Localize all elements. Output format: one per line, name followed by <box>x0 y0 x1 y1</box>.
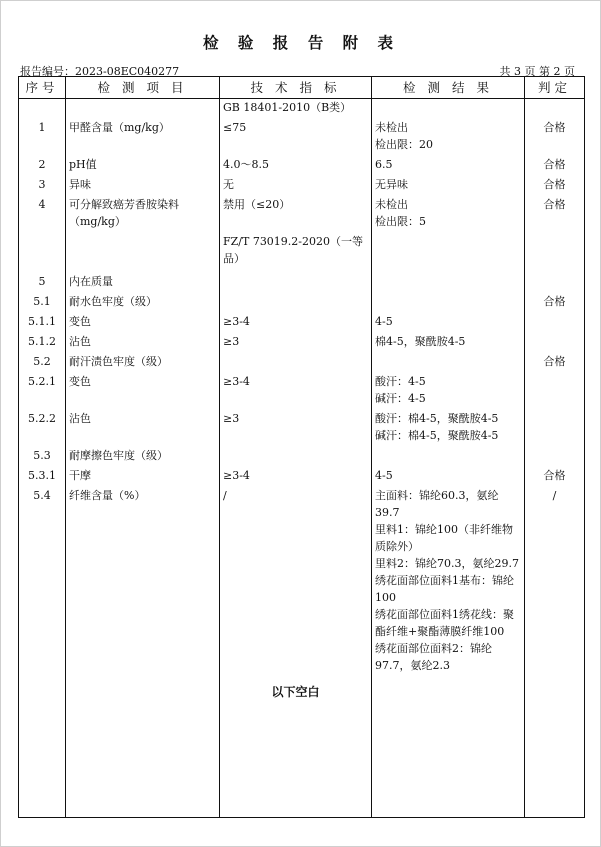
filler-cell <box>525 674 585 818</box>
row-result <box>372 350 525 370</box>
row-serial: 5 <box>19 267 66 290</box>
row-result <box>372 290 525 310</box>
table-row <box>19 407 585 444</box>
row-verdict: 合格 <box>525 193 585 230</box>
row-serial: 5.1 <box>19 290 66 310</box>
row-spec <box>220 444 372 464</box>
row-verdict <box>525 330 585 350</box>
row-serial <box>19 99 66 117</box>
blank-below-note: 以下空白 <box>271 685 320 699</box>
row-item <box>66 230 220 267</box>
row-item: 干摩 <box>66 464 220 484</box>
row-result: 4-5 <box>372 464 525 484</box>
header-result: 检 测 结 果 <box>372 77 525 99</box>
header-verdict: 判定 <box>525 77 585 99</box>
header-item: 检 测 项 目 <box>66 77 220 99</box>
row-serial: 5.1.2 <box>19 330 66 350</box>
row-item: 异味 <box>66 173 220 193</box>
row-spec: ≥3-4 <box>220 464 372 484</box>
header-serial: 序号 <box>19 77 66 99</box>
report-number: 报告编号：2023-08EC040277 <box>20 65 180 78</box>
row-item: 耐水色牢度（级） <box>66 290 220 310</box>
row-item: 耐摩擦色牢度（级） <box>66 444 220 464</box>
row-item: 变色 <box>66 310 220 330</box>
row-verdict: / <box>525 484 585 674</box>
row-spec: ≥3 <box>220 407 372 444</box>
row-item: 沾色 <box>66 330 220 350</box>
row-result: 酸汗：4-5 碱汗：4-5 <box>372 370 525 407</box>
row-result <box>372 444 525 464</box>
table-row <box>19 330 585 350</box>
row-verdict: 合格 <box>525 290 585 310</box>
row-spec: 4.0～8.5 <box>220 153 372 173</box>
header-spec: 技 术 指 标 <box>220 77 372 99</box>
table-filler-row <box>19 674 585 818</box>
filler-cell <box>66 674 220 818</box>
table-header-row <box>19 77 585 99</box>
row-spec: ≥3-4 <box>220 370 372 407</box>
row-verdict: 合格 <box>525 350 585 370</box>
row-verdict: 合格 <box>525 464 585 484</box>
row-spec <box>220 290 372 310</box>
row-verdict: 合格 <box>525 116 585 153</box>
row-spec: / <box>220 484 372 674</box>
table-body <box>19 99 585 818</box>
report-table <box>18 76 585 818</box>
table-row <box>19 267 585 290</box>
filler-cell <box>19 674 66 818</box>
row-result: 棉4-5，聚酰胺4-5 <box>372 330 525 350</box>
row-serial: 3 <box>19 173 66 193</box>
row-spec <box>220 267 372 290</box>
filler-cell <box>372 674 525 818</box>
row-spec: GB 18401-2010（B类） <box>220 99 372 117</box>
row-serial: 1 <box>19 116 66 153</box>
table-row <box>19 464 585 484</box>
table-row <box>19 290 585 310</box>
page-title: 检 验 报 告 附 表 <box>203 34 400 52</box>
row-result: 无异味 <box>372 173 525 193</box>
row-item: 沾色 <box>66 407 220 444</box>
row-serial <box>19 230 66 267</box>
table-row <box>19 173 585 193</box>
row-verdict <box>525 310 585 330</box>
row-serial: 5.2 <box>19 350 66 370</box>
table-row <box>19 350 585 370</box>
row-serial: 5.4 <box>19 484 66 674</box>
row-spec: ≥3-4 <box>220 310 372 330</box>
table-row <box>19 484 585 674</box>
row-result: 酸汗：棉4-5，聚酰胺4-5 碱汗：棉4-5，聚酰胺4-5 <box>372 407 525 444</box>
row-serial: 4 <box>19 193 66 230</box>
row-item: 变色 <box>66 370 220 407</box>
row-result: 6.5 <box>372 153 525 173</box>
table-row <box>19 193 585 230</box>
row-verdict <box>525 407 585 444</box>
table-row <box>19 153 585 173</box>
table-row <box>19 310 585 330</box>
row-verdict <box>525 444 585 464</box>
row-spec: 禁用（≤20） <box>220 193 372 230</box>
row-verdict <box>525 267 585 290</box>
row-result <box>372 267 525 290</box>
row-item: 耐汗渍色牢度（级） <box>66 350 220 370</box>
filler-cell <box>220 674 372 818</box>
table-row <box>19 99 585 117</box>
row-serial: 5.1.1 <box>19 310 66 330</box>
table-row <box>19 116 585 153</box>
row-item: 纤维含量（%） <box>66 484 220 674</box>
row-result: 未检出 检出限：5 <box>372 193 525 230</box>
table-row <box>19 230 585 267</box>
row-spec: ≤75 <box>220 116 372 153</box>
row-item: 内在质量 <box>66 267 220 290</box>
row-serial: 2 <box>19 153 66 173</box>
row-result: 未检出 检出限：20 <box>372 116 525 153</box>
row-result <box>372 230 525 267</box>
row-verdict: 合格 <box>525 173 585 193</box>
row-verdict <box>525 370 585 407</box>
row-result: 主面料：锦纶60.3，氨纶39.7 里料1：锦纶100（非纤维物质除外） 里料2：锦纶70.3，氨纶29.7 绣花面部位面料1基布：锦纶100 绣花面部位面料1绣花线：聚酯纤维+聚酯薄膜纤维100 绣花面部位面料2：锦纶97.7，氨纶2.3 <box>372 484 525 674</box>
row-item <box>66 99 220 117</box>
table-row <box>19 444 585 464</box>
row-verdict <box>525 230 585 267</box>
row-spec: ≥3 <box>220 330 372 350</box>
row-verdict <box>525 99 585 117</box>
row-item: 甲醛含量（mg/kg） <box>66 116 220 153</box>
row-verdict: 合格 <box>525 153 585 173</box>
row-item: 可分解致癌芳香胺染料（mg/kg） <box>66 193 220 230</box>
row-serial: 5.3 <box>19 444 66 464</box>
row-serial: 5.2.1 <box>19 370 66 407</box>
row-serial: 5.3.1 <box>19 464 66 484</box>
row-serial: 5.2.2 <box>19 407 66 444</box>
page-indicator: 共 3 页 第 2 页 <box>499 65 575 78</box>
row-spec: 无 <box>220 173 372 193</box>
row-result: 4-5 <box>372 310 525 330</box>
table-row <box>19 370 585 407</box>
row-item: pH值 <box>66 153 220 173</box>
row-spec <box>220 350 372 370</box>
row-spec: FZ/T 73019.2-2020（一等品） <box>220 230 372 267</box>
row-result <box>372 99 525 117</box>
